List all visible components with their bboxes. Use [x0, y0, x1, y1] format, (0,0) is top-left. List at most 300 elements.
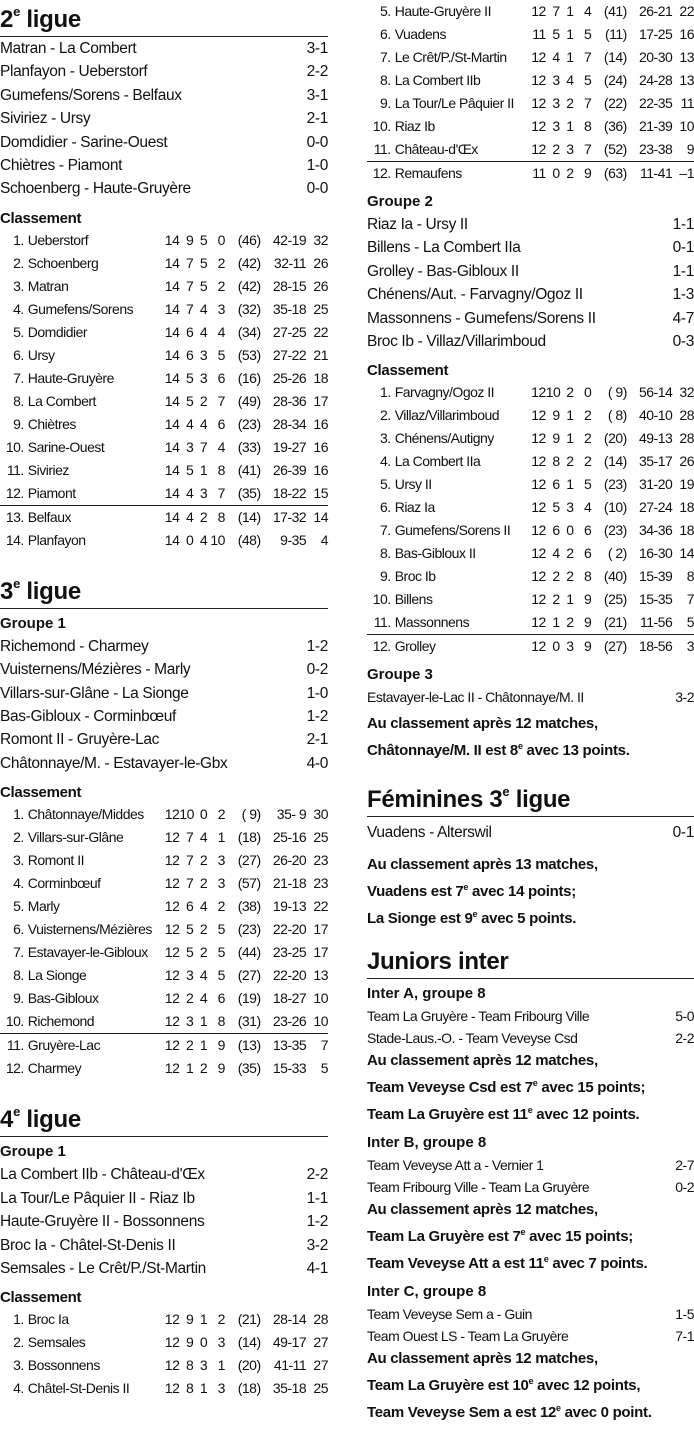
match-row [0, 635, 328, 658]
rank: 12. [372, 638, 391, 655]
rank: 12. [5, 1060, 24, 1077]
match-score: 1-3 [672, 286, 694, 304]
team-name: Vuadens [394, 26, 446, 42]
played: 12 [164, 898, 180, 915]
match-teams: Team Veveyse Att a - Vernier 1 [367, 1156, 544, 1173]
goals: 40-10 [638, 407, 673, 424]
points: 13 [679, 49, 694, 65]
draws: 1 [199, 461, 208, 478]
table-row [367, 496, 694, 519]
match-teams: Team Veveyse Sem a - Guin [367, 1305, 532, 1322]
wins: 5 [185, 369, 194, 386]
wins: 4 [185, 484, 194, 501]
losses: 7 [583, 95, 592, 111]
goals: 28-15 [272, 277, 307, 294]
wins: 6 [552, 522, 560, 539]
losses: 1 [217, 1357, 225, 1374]
points: 16 [313, 415, 328, 432]
table-row [367, 138, 694, 162]
wins: 2 [185, 990, 194, 1007]
team-name: Chiètres [27, 415, 76, 432]
goals: 17-32 [272, 508, 307, 525]
penalty: (32) [237, 300, 261, 317]
draws: 4 [199, 323, 208, 340]
right-column [367, 0, 694, 1424]
penalty: (23) [603, 522, 627, 539]
points: 7 [320, 1037, 328, 1054]
losses: 9 [583, 591, 592, 608]
penalty: (44) [237, 944, 261, 961]
match-score: 2-1 [306, 731, 328, 749]
table-row [367, 162, 694, 185]
team-name: Haute-Gruyère II [394, 3, 491, 19]
penalty: (18) [237, 1380, 261, 1397]
penalty: ( 9) [607, 384, 627, 401]
match-row [367, 307, 694, 330]
played: 14 [164, 231, 180, 248]
goals: 18-56 [638, 638, 673, 655]
match-teams: Massonnens - Gumefens/Sorens II [367, 309, 596, 327]
penalty: (24) [603, 72, 627, 88]
group-title: Groupe 3 [367, 666, 433, 684]
points: 28 [313, 1311, 328, 1328]
penalty: (14) [603, 453, 627, 470]
match-score: 0-3 [672, 333, 694, 351]
classement-label: Classement [367, 362, 449, 380]
table-row [0, 987, 328, 1010]
match-score: 1-0 [306, 684, 328, 702]
points: 10 [313, 1013, 328, 1030]
goals: 31-20 [638, 476, 673, 493]
team-name: Gumefens/Sorens II [394, 522, 511, 539]
rank: 6. [13, 921, 24, 938]
standings-table [0, 803, 328, 1080]
match-score: 0-0 [306, 133, 328, 151]
goals: 32-11 [273, 254, 307, 271]
draws: 3 [199, 1357, 208, 1374]
team-name: Planfayon [27, 531, 86, 548]
penalty: (34) [237, 323, 261, 340]
penalty: (41) [603, 3, 627, 19]
t: 2 [0, 6, 14, 33]
losses: 9 [583, 638, 592, 655]
rank: 11. [6, 1037, 24, 1054]
draws: 2 [566, 568, 574, 585]
goals: 26-21 [638, 3, 673, 19]
played: 14 [164, 323, 180, 340]
rank: 4. [380, 453, 391, 470]
played: 11 [532, 165, 546, 181]
losses: 4 [217, 323, 225, 340]
section-title-2e-ligue: 2e ligue [0, 0, 328, 37]
wins: 6 [185, 323, 194, 340]
match-score: 2-2 [675, 1029, 694, 1046]
rank: 7. [380, 522, 391, 539]
losses: 9 [583, 614, 592, 631]
rank: 4. [13, 875, 24, 892]
match-row [0, 60, 328, 83]
rank: 1. [13, 1311, 24, 1328]
match-list [367, 1154, 694, 1198]
table-row [0, 1057, 328, 1080]
points: 16 [313, 438, 328, 455]
played: 12 [164, 829, 180, 846]
goals: 11-41 [639, 165, 673, 181]
team-name: Domdidier [27, 323, 88, 340]
section-title-juniors-inter: Juniors inter [367, 948, 694, 979]
rank: 5. [380, 3, 391, 19]
table-row [0, 803, 328, 826]
draws: 4 [199, 898, 208, 915]
match-score: 2-2 [306, 1166, 328, 1184]
goals: 27-25 [272, 323, 307, 340]
losses: 9 [583, 165, 592, 181]
points: 18 [313, 369, 328, 386]
group-title: Inter C, groupe 8 [367, 1282, 487, 1300]
penalty: (63) [603, 165, 627, 181]
losses: 6 [217, 990, 225, 1007]
wins: 7 [185, 852, 194, 869]
wins: 8 [185, 1380, 194, 1397]
penalty: (41) [237, 461, 261, 478]
team-name: Charmey [27, 1060, 82, 1077]
match-row [0, 658, 328, 681]
wins: 9 [552, 407, 560, 424]
played: 14 [164, 254, 180, 271]
match-row [367, 236, 694, 259]
wins: 7 [185, 300, 194, 317]
match-score: 1-1 [306, 1189, 328, 1207]
ranking-note: Au classement après 12 matches, Châtonnaye/M. II est 8e avec 13 points. [367, 715, 630, 760]
draws: 0 [199, 1334, 208, 1351]
classement-label: Classement [0, 1289, 82, 1307]
standings-table [0, 229, 328, 552]
losses: 1 [217, 829, 225, 846]
draws: 1 [199, 1311, 208, 1328]
team-name: Massonnens [394, 614, 470, 631]
table-row [0, 229, 328, 252]
losses: 7 [217, 484, 225, 501]
losses: 3 [217, 1334, 225, 1351]
draws: 2 [199, 852, 208, 869]
draws: 3 [566, 499, 574, 516]
draws: 2 [566, 384, 574, 401]
rank: 6. [13, 346, 24, 363]
points: 14 [313, 508, 328, 525]
penalty: (18) [237, 829, 261, 846]
match-teams: La Tour/Le Pâquier II - Riaz Ib [0, 1189, 195, 1207]
draws: 2 [199, 1060, 208, 1077]
points: 5 [320, 1060, 328, 1077]
played: 12 [164, 1037, 180, 1054]
draws: 3 [566, 638, 574, 655]
points: 26 [679, 453, 694, 470]
losses: 4 [217, 438, 225, 455]
losses: 4 [583, 499, 592, 516]
goals: 13-35 [272, 1037, 307, 1054]
match-row [0, 107, 328, 130]
goals: 56-14 [638, 384, 673, 401]
points: 8 [686, 568, 694, 585]
draws: 1 [199, 1380, 208, 1397]
losses: 7 [583, 49, 592, 65]
losses: 6 [583, 522, 592, 539]
points: 4 [320, 531, 328, 548]
group-title: Groupe 2 [367, 193, 433, 210]
match-score: 4-0 [306, 754, 328, 772]
losses: 8 [217, 461, 225, 478]
played: 12 [164, 1060, 180, 1077]
rank: 2. [13, 829, 24, 846]
match-score: 5-0 [675, 1007, 694, 1024]
match-score: 1-2 [306, 1213, 328, 1231]
draws: 1 [566, 591, 574, 608]
goals: 19-13 [272, 898, 307, 915]
rank: 8. [380, 545, 391, 562]
wins: 9 [185, 1311, 194, 1328]
goals: 25-26 [272, 369, 307, 386]
rank: 9. [13, 990, 24, 1007]
wins: 8 [552, 453, 560, 470]
team-name: Bas-Gibloux II [394, 545, 476, 562]
played: 12 [164, 1311, 180, 1328]
wins: 4 [185, 415, 194, 432]
points: 32 [679, 384, 694, 401]
points: 16 [313, 461, 328, 478]
match-teams: Chiètres - Piamont [0, 157, 123, 175]
match-list [367, 1303, 694, 1347]
penalty: (36) [603, 118, 627, 134]
draws: 2 [199, 921, 208, 938]
goals: 18-22 [272, 484, 307, 501]
wins: 10 [545, 384, 561, 401]
rank: 11. [6, 461, 24, 478]
draws: 7 [199, 438, 208, 455]
penalty: (23) [603, 476, 627, 493]
wins: 3 [185, 1013, 194, 1030]
goals: 23-25 [272, 944, 307, 961]
team-name: Siviriez [27, 461, 69, 478]
match-list [367, 686, 694, 708]
match-teams: Bas-Gibloux - Corminbœuf [0, 708, 176, 726]
wins: 4 [552, 49, 560, 65]
played: 12 [164, 921, 180, 938]
draws: 5 [199, 277, 208, 294]
wins: 0 [552, 165, 560, 181]
draws: 0 [199, 806, 208, 823]
match-teams: Billens - La Combert IIa [367, 239, 521, 257]
team-name: Broc Ia [27, 1311, 69, 1328]
points: 18 [679, 522, 694, 539]
match-score: 0-2 [675, 1178, 694, 1195]
rank: 3. [13, 1357, 24, 1374]
match-row [0, 1234, 328, 1257]
match-row [0, 131, 328, 154]
table-row [0, 849, 328, 872]
played: 12 [531, 118, 546, 134]
goals: 11-56 [639, 614, 673, 631]
team-name: Châtonnaye/Middes [27, 806, 144, 823]
rank: 6. [380, 499, 391, 516]
rank: 3. [380, 430, 391, 447]
table-row [0, 529, 328, 552]
rank: 10. [372, 591, 391, 608]
rank: 6. [380, 26, 391, 42]
played: 12 [531, 49, 546, 65]
penalty: (20) [237, 1357, 261, 1374]
wins: 8 [185, 1357, 194, 1374]
rank: 1. [13, 231, 24, 248]
match-teams: Haute-Gruyère II - Bossonnens [0, 1213, 205, 1231]
wins: 9 [552, 430, 560, 447]
team-name: Semsales [27, 1334, 86, 1351]
points: 21 [313, 346, 328, 363]
penalty: (16) [237, 369, 261, 386]
points: 9 [686, 141, 694, 157]
losses: 2 [583, 407, 592, 424]
draws: 0 [566, 522, 574, 539]
losses: 2 [583, 430, 592, 447]
points: 13 [313, 967, 328, 984]
rank: 8. [13, 392, 24, 409]
team-name: Villaz/Villarimboud [394, 407, 500, 424]
draws: 1 [199, 1013, 208, 1030]
match-score: 1-1 [672, 216, 694, 233]
wins: 1 [552, 614, 560, 631]
table-row [0, 1034, 328, 1057]
played: 12 [164, 1380, 180, 1397]
played: 14 [164, 461, 180, 478]
draws: 4 [199, 300, 208, 317]
table-row [0, 964, 328, 987]
wins: 5 [185, 392, 194, 409]
match-list [0, 37, 328, 201]
goals: 41-11 [273, 1357, 307, 1374]
rank: 10. [5, 1013, 24, 1030]
losses: 9 [217, 1037, 225, 1054]
wins: 6 [185, 898, 194, 915]
draws: 2 [566, 95, 574, 111]
team-name: Vuisternens/Mézières [27, 921, 152, 938]
wins: 9 [185, 231, 194, 248]
losses: 2 [217, 806, 225, 823]
table-row [367, 69, 694, 92]
penalty: (53) [237, 346, 261, 363]
rank: 9. [13, 415, 24, 432]
table-row [367, 381, 694, 404]
goals: 35- 9 [276, 806, 307, 823]
played: 12 [164, 875, 180, 892]
group-title: Groupe 1 [0, 614, 66, 632]
draws: 2 [199, 508, 208, 525]
points: 30 [313, 806, 328, 823]
goals: 15-33 [272, 1060, 307, 1077]
draws: 1 [566, 3, 574, 19]
standings-table [367, 0, 694, 185]
points: 28 [679, 430, 694, 447]
match-row [367, 1154, 694, 1176]
played: 12 [164, 852, 180, 869]
goals: 28-34 [272, 415, 307, 432]
rank: 4. [13, 1380, 24, 1397]
match-teams: Team Ouest LS - Team La Gruyère [367, 1327, 569, 1344]
match-teams: Domdidier - Sarine-Ouest [0, 133, 168, 151]
team-name: Bas-Gibloux [27, 990, 99, 1007]
penalty: (27) [237, 967, 261, 984]
table-row [0, 482, 328, 506]
match-teams: Romont II - Gruyère-Lac [0, 731, 160, 749]
goals: 18-27 [272, 990, 307, 1007]
team-name: Gruyère-Lac [27, 1037, 101, 1054]
penalty: (57) [237, 875, 261, 892]
losses: 8 [583, 118, 592, 134]
played: 14 [164, 392, 180, 409]
table-row [367, 611, 694, 635]
table-row [367, 635, 694, 658]
match-row [367, 330, 694, 353]
goals: 22-35 [638, 95, 673, 111]
table-row [367, 92, 694, 115]
table-row [0, 506, 328, 529]
match-score: 0-1 [672, 824, 694, 842]
table-row [0, 1377, 328, 1400]
played: 12 [531, 476, 546, 493]
losses: 0 [584, 384, 592, 401]
match-row [367, 1005, 694, 1027]
penalty: (31) [237, 1013, 261, 1030]
played: 12 [164, 806, 180, 823]
penalty: (48) [237, 531, 261, 548]
goals: 35-18 [272, 1380, 307, 1397]
rank: 10. [5, 438, 24, 455]
points: –1 [679, 165, 694, 181]
losses: 6 [217, 369, 225, 386]
draws: 4 [199, 415, 208, 432]
rank: 10. [372, 118, 391, 134]
points: 28 [679, 407, 694, 424]
losses: 6 [583, 545, 592, 562]
team-name: Romont II [27, 852, 84, 869]
points: 7 [686, 591, 694, 608]
rank: 2. [13, 1334, 24, 1351]
match-score: 4-7 [672, 309, 694, 327]
table-row [367, 427, 694, 450]
penalty: (20) [603, 430, 627, 447]
draws: 1 [566, 118, 574, 134]
goals: 27-24 [638, 499, 673, 516]
wins: 2 [185, 1037, 194, 1054]
table-row [0, 1331, 328, 1354]
draws: 2 [566, 614, 574, 631]
rank: 5. [13, 323, 24, 340]
played: 12 [531, 545, 546, 562]
ranking-note: Au classement après 13 matches, Vuadens est 7e avec 14 points; La Sionge est 9e avec 5 points. [367, 855, 598, 927]
table-row [0, 344, 328, 367]
team-name: La Tour/Le Pâquier II [394, 95, 514, 111]
penalty: (49) [237, 392, 261, 409]
goals: 28-36 [272, 392, 307, 409]
match-row [0, 1187, 328, 1210]
match-list [0, 635, 328, 775]
match-row [0, 728, 328, 751]
match-teams: Broc Ib - Villaz/Villarimboud [367, 333, 546, 351]
losses: 2 [217, 898, 225, 915]
points: 25 [313, 1380, 328, 1397]
rank: 4. [13, 300, 24, 317]
match-list [367, 1005, 694, 1049]
wins: 2 [552, 591, 560, 608]
wins: 5 [185, 944, 194, 961]
